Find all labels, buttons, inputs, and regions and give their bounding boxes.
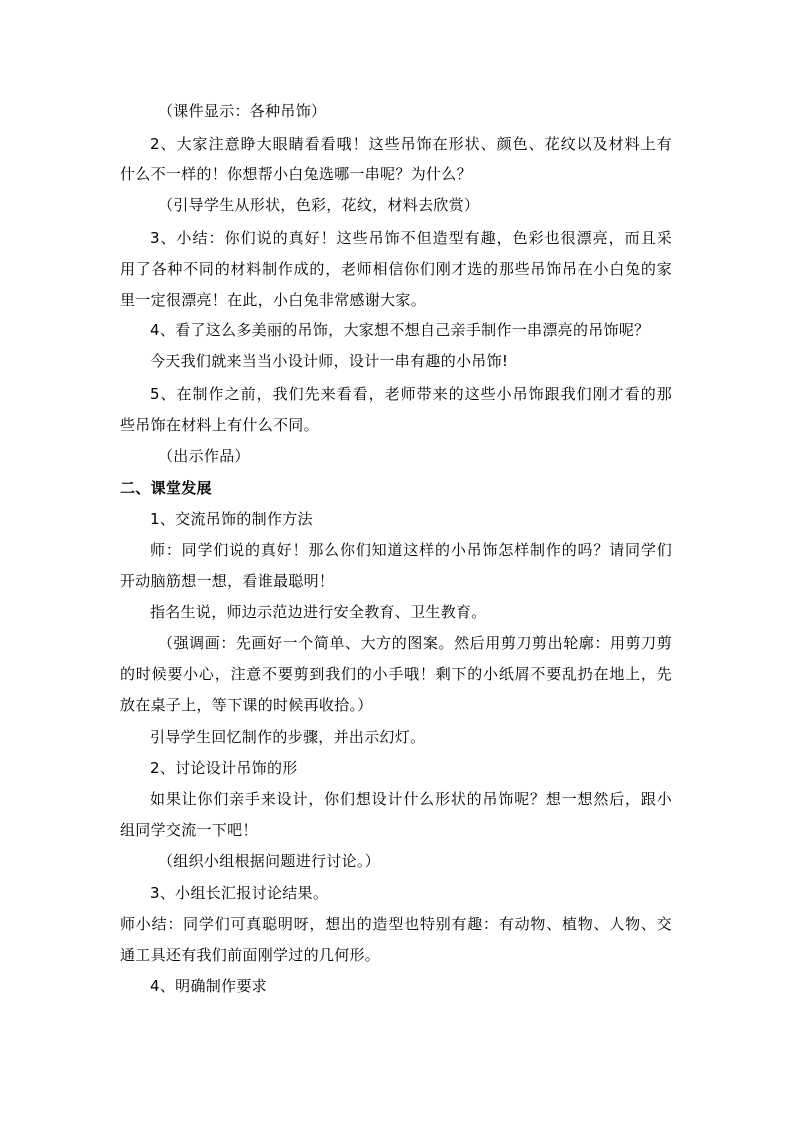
text-line-6: 用了各种不同的材料制作成的，老师相信你们刚才选的那些吊饰吊在小白兔的家 xyxy=(120,260,672,278)
text-line-26: 3、小组长汇报讨论结果。 xyxy=(150,884,329,902)
text-line-22: 2、讨论设计吊饰的形 xyxy=(150,759,298,777)
text-line-19: 的时候要小心，注意不要剪到我们的小手哦！剩下的小纸屑不要乱扔在地上，先 xyxy=(120,665,672,683)
text-line-7: 里一定很漂亮！在此，小白兔非常感谢大家。 xyxy=(120,291,427,309)
text-line-8: 4、看了这么多美丽的吊饰，大家想不想自己亲手制作一串漂亮的吊饰呢？ xyxy=(150,321,650,339)
text-line-15: 师：同学们说的真好！那么你们知道这样的小吊饰怎样制作的吗？请同学们 xyxy=(150,541,672,559)
text-line-16: 开动脑筋想一想，看谁最聪明！ xyxy=(120,572,335,590)
text-line-28: 通工具还有我们前面刚学过的几何形。 xyxy=(120,946,381,964)
text-line-24: 组同学交流一下吧！ xyxy=(120,821,258,839)
text-line-27: 师小结：同学们可真聪明呀，想出的造型也特别有趣：有动物、植物、人物、交 xyxy=(120,915,672,933)
text-line-21: 引导学生回忆制作的步骤，并出示幻灯。 xyxy=(150,728,426,746)
section-heading: 二、课堂发展 xyxy=(120,479,212,497)
text-line-29: 4、明确制作要求 xyxy=(150,977,267,995)
text-line-10: 5、在制作之前，我们先来看看，老师带来的这些小吊饰跟我们刚才看的那 xyxy=(150,385,672,403)
text-line-20: 放在桌子上，等下课的时候再收拾。） xyxy=(120,696,373,714)
text-line-14: 1、交流吊饰的制作方法 xyxy=(150,510,313,528)
text-line-1: （课件显示：各种吊饰） xyxy=(158,102,327,120)
text-line-3: 什么不一样的！你想帮小白兔选哪一串呢？为什么？ xyxy=(120,165,472,183)
text-line-12: （出示作品） xyxy=(158,447,250,465)
text-line-17: 指名生说，师边示范边进行安全教育、卫生教育。 xyxy=(150,603,487,621)
text-line-4: （引导学生从形状，色彩，花纹，材料去欣赏） xyxy=(158,196,480,214)
text-line-23: 如果让你们亲手来设计，你们想设计什么形状的吊饰呢？想一想然后，跟小 xyxy=(150,790,672,808)
text-line-11: 些吊饰在材料上有什么不同。 xyxy=(120,416,319,434)
text-line-9: 今天我们就来当当小设计师，设计一串有趣的小吊饰! xyxy=(150,352,509,370)
text-line-2: 2、大家注意睁大眼睛看看哦！这些吊饰在形状、颜色、花纹以及材料上有 xyxy=(150,135,672,153)
text-line-5: 3、小结：你们说的真好！这些吊饰不但造型有趣，色彩也很漂亮，而且采 xyxy=(150,229,672,247)
text-line-25: （组织小组根据问题进行讨论。） xyxy=(158,852,381,870)
text-line-18: （强调画：先画好一个简单、大方的图案。然后用剪刀剪出轮廓：用剪刀剪 xyxy=(158,634,672,652)
